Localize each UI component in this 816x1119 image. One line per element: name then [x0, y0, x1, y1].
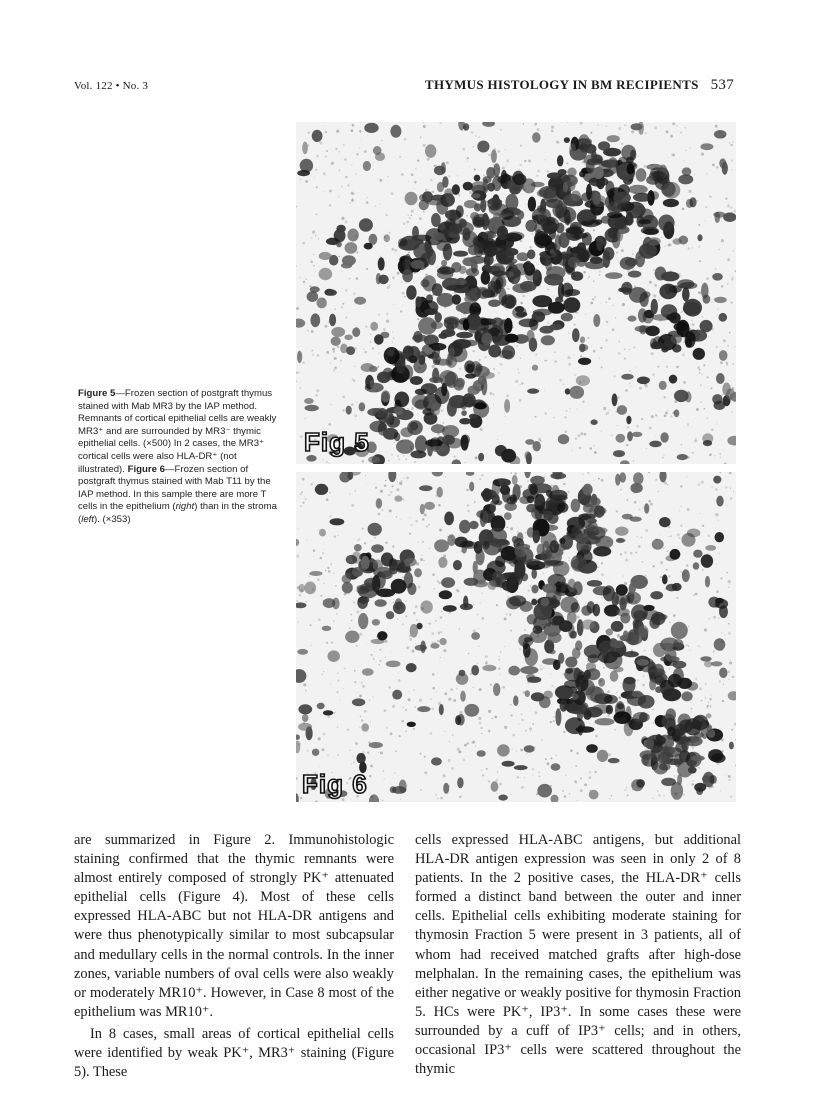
figure-5-image	[296, 122, 736, 464]
micrograph-texture	[296, 472, 736, 802]
figure-6-caption-right: right	[175, 501, 195, 513]
figure-6-caption-text-a: —Frozen section of postgraft thymus stained with Mab T11 by the IAP method. In this sample there are more T cells in the epithelium (	[78, 463, 271, 513]
body-column-left	[74, 831, 394, 1082]
figure-5-caption-text: —Frozen section of postgraft thymus stained with Mab MR3 by the IAP method. Remnants of cortical epithelial cells are weakly MR3⁺ and are surrounded by MR3⁻ thymic epithelial cells. (×500) In 2 cases, the MR3⁺ cortical cells were also HLA-DR⁺ (not illustrated).	[78, 388, 277, 475]
body-paragraph: are summarized in Figure 2. Immunohistologic staining confirmed that the thymic remnants were almost entirely composed of strongly PK⁺ attenuated epithelial cells (Figure 4). Most of these cells expressed HLA-ABC but not HLA-DR antigens and were thus phenotypically similar to most subcapsular and medullary cells in the normal controls. In the inner zones, variable numbers of oval cells were also weakly or moderately MR10⁺. However, in Case 8 most of the epithelium was MR10⁺.	[74, 832, 394, 1020]
figure-caption	[78, 388, 286, 527]
figure-5-caption-label: Figure 5	[78, 388, 116, 399]
figure-5-micrograph	[296, 122, 736, 464]
figure-6-caption-text-b: ) than in the stroma (	[78, 501, 277, 525]
figure-6-caption-label: Figure 6	[127, 463, 165, 475]
body-paragraph: cells expressed HLA-ABC antigens, but additional HLA-DR antigen expression was seen in only 2 of 8 patients. In the 2 positive cases, the HLA-DR⁺ cells formed a distinct band between the outer and inner cells. Epithelial cells exhibiting moderate staining for thymosin Fraction 5 were present in 3 patients, all of whom had received matched grafts after high-dose melphalan. In the remaining cases, the epithelium was either negative or weakly positive for thymosin Fraction 5. HCs were PK⁺, IP3⁺. In some cases these were surrounded by a cuff of IP3⁺ cells; and in others, occasional IP3⁺ cells were scattered throughout the thymic	[415, 832, 741, 1078]
figure-6-image	[296, 472, 736, 802]
figure-6-label: Fig 6	[302, 769, 368, 799]
figure-6-caption-left: left	[81, 513, 95, 525]
body-column-right	[415, 831, 741, 1079]
body-paragraph: In 8 cases, small areas of cortical epithelial cells were identified by weak PK⁺, MR3⁺ staining (Figure 5). These	[74, 1025, 394, 1081]
running-title: THYMUS HISTOLOGY IN BM RECIPIENTS	[425, 77, 699, 92]
page-number: 537	[710, 77, 734, 93]
figure-6-caption-text-c: ). (×353)	[94, 513, 131, 525]
figure-5-label: Fig 5	[304, 427, 370, 457]
micrograph-texture	[296, 122, 736, 464]
running-head-right	[425, 77, 734, 94]
running-head-left: Vol. 122 • No. 3	[74, 80, 149, 92]
figure-6-micrograph	[296, 472, 736, 802]
